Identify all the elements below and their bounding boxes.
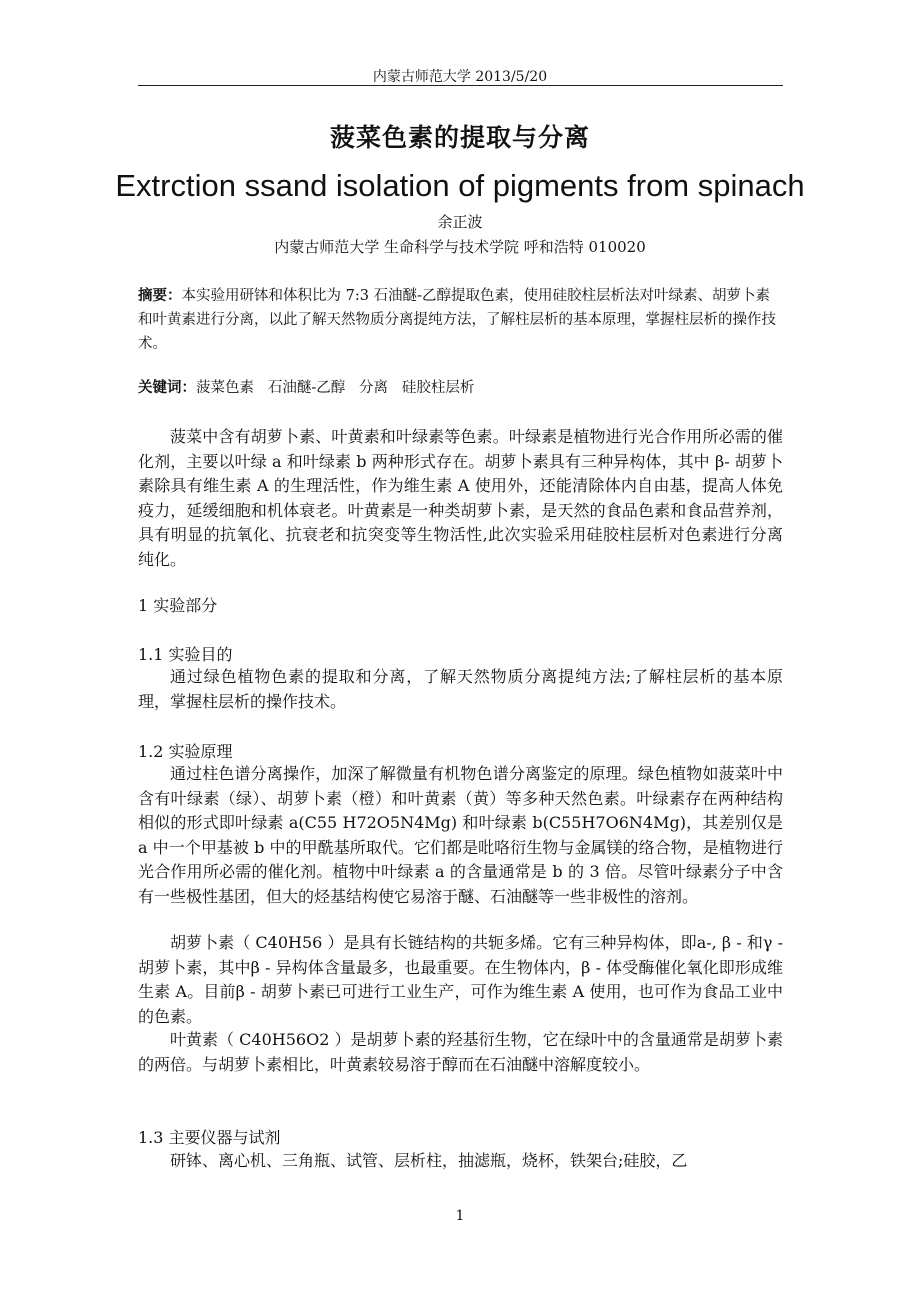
running-header: 内蒙古师范大学 2013/5/20 [372,69,548,85]
title-english: Extrction ssand isolation of pigments from spinach [115,168,805,203]
abstract-text: 本实验用研钵和体积比为 7:3 石油醚-乙醇提取色素，使用硅胶柱层析法对叶绿素、胡萝卜素和叶黄素进行分离，以此了解天然物质分离提纯方法，了解柱层析的基本原理，掌握柱层析的操作技术。 [138,288,776,352]
section-1-1-body [138,665,783,714]
intro-section [138,425,783,572]
section-1-2-heading: 1.2 实验原理 [138,742,233,761]
section-1-2-body-3 [138,1028,783,1077]
keywords-text: 菠菜色素 石油醚-乙醇 分离 硅胶柱层析 [196,380,475,396]
section-1-2-paragraph-1: 通过柱色谱分离操作，加深了解微量有机物色谱分离鉴定的原理。绿色植物如菠菜叶中含有叶绿素（绿）、胡萝卜素（橙）和叶黄素（黄）等多种天然色素。叶绿素存在两种结构相似的形式即叶绿素 a(C55 H72O5N4Mg) 和叶绿素 b(C55H7O6N4Mg)，其差别仅是 a 中一个甲基被 b 中的甲酰基所取代。它们都是吡咯衍生物与金属镁的络合物，是植物进行光合作用所必需的催化剂。植物中叶绿素 a 的含量通常是 b 的 3 倍。尽管叶绿素分子中含有一些极性基团，但大的烃基结构使它易溶于醚、石油醚等一些非极性的溶剂。 [138,764,783,906]
keywords [138,377,783,400]
abstract-label: 摘要： [138,288,182,304]
header-divider [138,85,783,86]
section-1-1-heading: 1.1 实验目的 [138,645,233,664]
abstract [138,284,783,356]
section-1-3-paragraph: 研钵、离心机、三角瓶、试管、层析柱，抽滤瓶，烧杯，铁架台;硅胶，乙 [170,1151,688,1170]
section-1-heading: 1 实验部分 [138,596,218,615]
section-1-2-paragraph-2: 胡萝卜素（ C40H56 ）是具有长链结构的共轭多烯。它有三种异构体，即a-, β - 和γ - 胡萝卜素，其中β - 异构体含量最多，也最重要。在生物体内，β - 体受酶催化氧化即形成维生素 A。目前β - 胡萝卜素已可进行工业生产，可作为维生素 A 使用，也可作为食品工业中的色素。 [138,933,783,1026]
author-name: 余正波 [437,213,483,231]
section-1-3-body [138,1149,783,1174]
section-1-2-body-1 [138,762,783,909]
page-number: 1 [455,1208,465,1224]
section-1-1-paragraph: 通过绿色植物色素的提取和分离，了解天然物质分离提纯方法;了解柱层析的基本原理，掌握柱层析的操作技术。 [138,667,783,711]
title-chinese: 菠菜色素的提取与分离 [329,123,590,152]
section-1-2-body-2 [138,931,783,1029]
intro-paragraph: 菠菜中含有胡萝卜素、叶黄素和叶绿素等色素。叶绿素是植物进行光合作用所必需的催化剂，主要以叶绿 a 和叶绿素 b 两种形式存在。胡萝卜素具有三种异构体，其中 β- 胡萝卜素除具有维生素 A 的生理活性，作为维生素 A 使用外，还能清除体内自由基，提高人体免疫力，延缓细胞和机体衰老。叶黄素是一种类胡萝卜素，是天然的食品色素和食品营养剂，具有明显的抗氧化、抗衰老和抗突变等生物活性,此次实验采用硅胶柱层析对色素进行分离纯化。 [138,427,783,569]
keywords-label: 关键词： [138,380,196,396]
section-1-3-heading: 1.3 主要仪器与试剂 [138,1128,281,1147]
section-1-2-paragraph-3: 叶黄素（ C40H56O2 ）是胡萝卜素的羟基衍生物，它在绿叶中的含量通常是胡萝卜素的两倍。与胡萝卜素相比，叶黄素较易溶于醇而在石油醚中溶解度较小。 [138,1030,783,1074]
author-affiliation: 内蒙古师范大学 生命科学与技术学院 呼和浩特 010020 [274,238,646,256]
